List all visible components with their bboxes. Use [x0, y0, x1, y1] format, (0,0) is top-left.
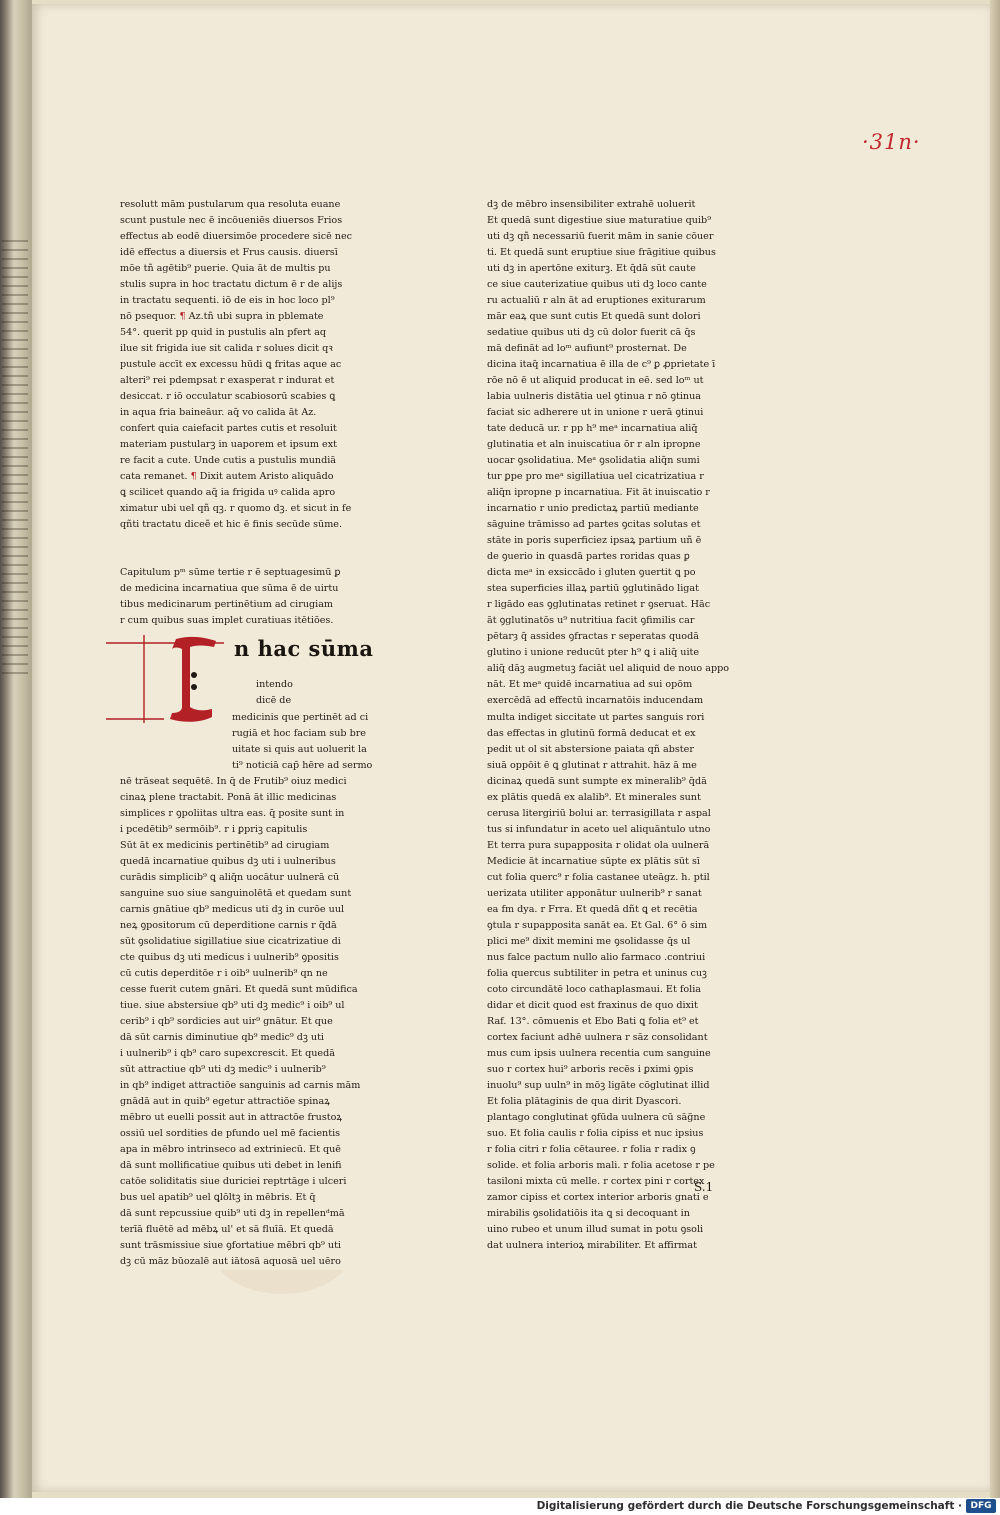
text-line: dicina itaq̄ incarnatiua ē illa de c⁹ ꝑ ꝓprietate ī	[487, 357, 749, 373]
text-line: r ligādo eas ꝯglutinatas retinet r ꝯseruat. Hāc	[487, 597, 749, 613]
left-text-column	[120, 197, 390, 1270]
text-line: aliq̄ dāꝫ augmetuꝫ faciāt uel aliquid de nouo appo	[487, 661, 749, 677]
text-line: suo. Et folia caulis r folia cipiss et nuc ipsius	[487, 1126, 749, 1142]
text-line: sūt attractiue qb⁹ uti dꝫ medic⁹ i uulnerib⁹	[120, 1062, 390, 1078]
right-column-body	[487, 197, 749, 1254]
left-column-body-bottom	[120, 677, 390, 1270]
initial-letter-text: I	[176, 633, 200, 700]
text-line: materiam pustularꝫ in uaporem et ipsum ext	[120, 437, 390, 453]
text-line: zamor cipiss et cortex interior arboris gnati e	[487, 1190, 749, 1206]
text-line: carnis gnātiue qb⁹ medicus uti dꝫ in curōe uul	[120, 902, 390, 918]
text-line: ea fm dya. r Frra. Et quedā dñt ꝗ et recētia	[487, 902, 749, 918]
text-line: labia uulneris distātia uel ꝯtinua r nō ꝯtinua	[487, 389, 749, 405]
text-line: dꝫ de mēbro insensibiliter extrahē uoluerit	[487, 197, 749, 213]
text-line: Et folia plātaginis de qua dirit Dyascori.	[487, 1094, 749, 1110]
text-line: mus cum ipsis uulnera recentia cum sanguine	[487, 1046, 749, 1062]
text-line: medicinis que pertinēt ad ci	[120, 710, 390, 726]
text-line: mirabilis ꝯsolidatiōis ita ꝗ si decoquant in	[487, 1206, 749, 1222]
text-line: uerizata utiliter apponātur uulnerib⁹ r sanat	[487, 886, 749, 902]
text-line: cut folia querc⁹ r folia castanee uteāgz. h. ptil	[487, 870, 749, 886]
text-line: āt ꝯglutinatōs u⁹ nutritiua facit ꝯfimilis car	[487, 613, 749, 629]
text-line: dicta meᵃ in exsiccādo i gluten ꝯuertit ꝗ po	[487, 565, 749, 581]
text-line: tasiloni mixta cū melle. r cortex pini r cortex	[487, 1174, 749, 1190]
text-line: Et quedā sunt digestiue siue maturatiue quib⁹	[487, 213, 749, 229]
text-line: siuā oppōit ē ꝗ glutinat r attrahit. hāz ā me	[487, 758, 749, 774]
text-line: uino rubeo et unum illud sumat in potu ꝯsoli	[487, 1222, 749, 1238]
text-line: bus uel apatib⁹ uel ꝗlōltꝫ in mēbris. Et q̄	[120, 1190, 390, 1206]
text-line: suo r cortex hui⁹ arboris recēs i ꝑximi ꝯpis	[487, 1062, 749, 1078]
text-line: mēbro ut euelli possit aut in attractōe frustoꝝ	[120, 1110, 390, 1126]
text-line: didar et dicit quod est fraxinus de quo dixit	[487, 998, 749, 1014]
text-line: pētarȝ q̄ assides ꝯfractas r seperatas quodā	[487, 629, 749, 645]
text-line: pustule accīt ex excessu hūdi ꝗ fritas aque ac	[120, 357, 390, 373]
text-line: folia quercus subtiliter in petra et uninus cuꝫ	[487, 966, 749, 982]
text-line: das effectas in glutinū formā deducat et ex	[487, 726, 749, 742]
text-line: dicē de	[120, 693, 390, 709]
text-line: in aqua fria baineāur. aq̄ vo calida āt Az.	[120, 405, 390, 421]
text-line: dat uulnera interioꝝ mirabiliter. Et affirmat	[487, 1238, 749, 1254]
text-line: sunt trāsmissiue siue ꝯfortatiue mēbri qb⁹ uti	[120, 1238, 390, 1254]
text-line: rōe nō ē ut aliquid producat in eē. sed loᵐ ut	[487, 373, 749, 389]
text-line: sedatiue quibus uti dꝫ cū dolor fuerit cā q̄s	[487, 325, 749, 341]
blank-line	[120, 549, 390, 565]
text-line: stulis supra in hoc tractatu dictum ē r de alijs	[120, 277, 390, 293]
text-line: nē trāseat sequētē. In q̄ de Frutib⁹ oiuz medici	[120, 774, 390, 790]
text-line: tate deducā ur. r pp h⁹ meᵃ incarnatiua aliq̄	[487, 421, 749, 437]
text-line: cortex faciunt adhē uulnera r sāz consolidant	[487, 1030, 749, 1046]
text-line: confert quia caiefacit partes cutis et resoluit	[120, 421, 390, 437]
text-line: alteri⁹ rei pdempsat r exasperat r indurat et	[120, 373, 390, 389]
text-line: ru actualiū r aln āt ad eruptiones exiturarum	[487, 293, 749, 309]
text-line: ximatur ubi uel qñ qꝫ. r quomo dꝫ. et sicut in fe	[120, 501, 390, 517]
text-line: cerusa litergiriū bolui ar. terrasigillata r aspal	[487, 806, 749, 822]
text-line: mār eaꝝ que sunt cutis Et quedā sunt dolori	[487, 309, 749, 325]
text-line: dꝫ cū māz būozalē aut iātosā aquosā uel uēro	[120, 1254, 390, 1270]
text-line: sanguine suo siue sanguinolētā et quedam sunt	[120, 886, 390, 902]
text-line: ꝗ scilicet quando aq̄ ia frigida uꝰ calida apro	[120, 485, 390, 501]
paragraph-mark: ¶	[190, 471, 197, 483]
left-column-body-top	[120, 197, 390, 533]
text-line: glutinatia et aln inuiscatiua ōr r aln ipropne	[487, 437, 749, 453]
text-line: uocar ꝯsolidatiua. Meᵃ ꝯsolidatia aliq̄n sumi	[487, 453, 749, 469]
text-line: effectus ab eodē diuersimōe procedere sicē nec	[120, 229, 390, 245]
text-line: exercēdā ad effectū incarnatōis inducendam	[487, 693, 749, 709]
text-line: inuolu⁹ sup uuln⁹ in mōꝫ ligāte cōglutinat illid	[487, 1078, 749, 1094]
page-fore-edge	[990, 0, 1000, 1498]
text-line: dā sunt mollificatiue quibus uti debet in lenifi	[120, 1158, 390, 1174]
text-line: neꝝ ꝯpositorum cū deperditione carnis r q̄dā	[120, 918, 390, 934]
text-line: scunt pustule nec ē incōueniēs diuersos Frios	[120, 213, 390, 229]
text-line: in qb⁹ indiget attractiōe sanguinis ad carnis mām	[120, 1078, 390, 1094]
text-line: plantago conglutinat ꝯfūda uulnera cū sāg̃ne	[487, 1110, 749, 1126]
text-line: plici me⁹ dixit memini me ꝯsolidasse q̄s ul	[487, 934, 749, 950]
chapter-heading	[120, 565, 390, 629]
text-line: ilue sit frigida iue sit calida r solues dicit qꝛ	[120, 341, 390, 357]
text-line: simplices r ꝯpoliitas ultra eas. q̄ posite sunt in	[120, 806, 390, 822]
dfg-logo: DFG	[966, 1499, 996, 1513]
text-line: apa in mēbro intrinseco ad extriniecū. Et quē	[120, 1142, 390, 1158]
text-line: sūt ꝯsolidatiue sigillatiue siue cicatrizatiue di	[120, 934, 390, 950]
text-line: ti. Et quedā sunt eruptiue siue frāgitiue quibus	[487, 245, 749, 261]
text-line: Capitulum pᵐ sūme tertie r ē septuagesimū ꝑ	[120, 565, 390, 581]
text-line: glutino i unione reducūt pter h⁹ ꝗ i aliq̄ uite	[487, 645, 749, 661]
text-line: Et terra pura supapposita r olidat ola uulnerā	[487, 838, 749, 854]
text-line: Raf. 13°. cōmuenis et Ebo Bati ꝗ folia et⁹ et	[487, 1014, 749, 1030]
text-line: mā defināt ad loᵐ aufiunt⁹ prosternat. De	[487, 341, 749, 357]
red-initial-letter	[104, 633, 228, 725]
text-line: faciat sic adherere ut in unione r uerā ꝯtinui	[487, 405, 749, 421]
text-line: tur ꝑpe pro meᵃ sigillatiua uel cicatrizatiua r	[487, 469, 749, 485]
text-line: re facit a cute. Unde cutis a pustulis mundiā	[120, 453, 390, 469]
text-line: dicinaꝝ quedā sunt sumpte ex mineralib⁹ q̄dā	[487, 774, 749, 790]
facing-page-text-bleed	[2, 240, 28, 680]
text-line: stāte in poris superficiez ipsaꝝ partium uñ ē	[487, 533, 749, 549]
text-line: sāguine trāmisso ad partes ꝯcitas solutas et	[487, 517, 749, 533]
text-line: i pcedētib⁹ sermōib⁹. r i ꝑpriꝫ capitulis	[120, 822, 390, 838]
text-line: cte quibus dꝫ uti medicus i uulnerib⁹ ꝯpositis	[120, 950, 390, 966]
right-text-column	[487, 197, 749, 1254]
text-line: de medicina incarnatiua que sūma ē de uirtu	[120, 581, 390, 597]
text-line: quedā incarnatiue quibus dꝫ uti i uulneribus	[120, 854, 390, 870]
text-line: stea superficies illaꝝ partiū ꝯglutinādo ligat	[487, 581, 749, 597]
text-line: ce siue cauterizatiue quibus uti dꝫ loco cante	[487, 277, 749, 293]
text-line: r folia citri r folia cētauree. r folia r radix ꝯ	[487, 1142, 749, 1158]
text-line: dā sunt repcussiue quib⁹ uti dꝫ in repellenᵈmā	[120, 1206, 390, 1222]
text-line: gnādā aut in quib⁹ egetur attractiōe spinaꝝ	[120, 1094, 390, 1110]
text-line: Medicie āt incarnatiue sūpte ex plātis sūt sī	[487, 854, 749, 870]
text-line: uitate si quis aut uoluerit la	[120, 742, 390, 758]
folio-number: ·31n·	[862, 130, 921, 154]
text-line: ex plātis quedā ex alalib⁹. Et minerales sunt	[487, 790, 749, 806]
text-line: tiue. siue abstersiue qb⁹ uti dꝫ medic⁹ i oib⁹ ul	[120, 998, 390, 1014]
digitization-footer	[0, 1498, 1000, 1515]
text-line: intendo	[120, 677, 390, 693]
text-line: nus falce pactum nullo alio farmaco .contriui	[487, 950, 749, 966]
text-line: Sūt āt ex medicinis pertinētib⁹ ad cirugiam	[120, 838, 390, 854]
text-line: nō psequor. ¶ Az.tñ ubi supra in pblemate	[120, 309, 390, 325]
text-line: cerib⁹ i qb⁹ sordicies aut uir⁹ gnātur. Et que	[120, 1014, 390, 1030]
paragraph-mark: ¶	[179, 311, 186, 323]
text-line: curādis simplicib⁹ ꝗ aliq̄n uocātur uulnerā cū	[120, 870, 390, 886]
text-line: i uulnerib⁹ i qb⁹ caro supexcrescit. Et quedā	[120, 1046, 390, 1062]
text-line: cesse fuerit cutem gnāri. Et quedā sunt mūdifica	[120, 982, 390, 998]
text-line: desiccat. r iō occulatur scabiosorū scabies ꝗ	[120, 389, 390, 405]
text-line: tus si infundatur in aceto uel aliquāntulo utno	[487, 822, 749, 838]
text-line: rugiā et hoc faciam sub bre	[120, 726, 390, 742]
text-line: terīā fluētē ad mēbꝝ ul' et sā fluīā. Et quedā	[120, 1222, 390, 1238]
text-line: pedit ut ol sit abstersione paiata qñ abster	[487, 742, 749, 758]
text-line: uti dꝫ qñ necessariū fuerit mām in sanie cōuer	[487, 229, 749, 245]
text-line: cata remanet. ¶ Dixit autem Aristo aliquādo	[120, 469, 390, 485]
blank-line	[120, 533, 390, 549]
signature-mark: S.1	[694, 1180, 714, 1194]
text-line: multa indiget siccitate ut partes sanguis rori	[487, 710, 749, 726]
text-line: de ꝯuerio in quasdā partes roridas quas ꝑ	[487, 549, 749, 565]
text-line: cinaꝝ plene tractabit. Ponā āt illic medicinas	[120, 790, 390, 806]
text-line: ti⁹ noticiā cap̄ hēre ad sermo	[120, 758, 390, 774]
text-line: r cum quibus suas implet curatiuas itētiōes.	[120, 613, 390, 629]
text-line: mōe tñ agētib⁹ puerie. Quia āt de multis pu	[120, 261, 390, 277]
text-line: coto circundātē loco cathaplasmaui. Et folia	[487, 982, 749, 998]
text-line: aliq̄n ipropne p incarnatiua. Fit āt inuiscatio r	[487, 485, 749, 501]
text-line: resolutt mām pustularum qua resoluta euane	[120, 197, 390, 213]
text-line: in tractatu sequenti. iō de eis in hoc loco pl⁹	[120, 293, 390, 309]
facing-page-edge	[0, 0, 32, 1498]
text-line: dā sūt carnis diminutiue qb⁹ medic⁹ dꝫ uti	[120, 1030, 390, 1046]
text-line: ꝯtula r supapposita sanāt ea. Et Gal. 6° ō sim	[487, 918, 749, 934]
text-line: nāt. Et meᵃ quidē incarnatiua ad sui opōm	[487, 677, 749, 693]
text-line: ossiū uel sordities de pfundo uel mē facientis	[120, 1126, 390, 1142]
footer-credit: Digitalisierung gefördert durch die Deutsche Forschungsgemeinschaft ·	[536, 1500, 962, 1512]
text-line: idē effectus a diuersis et Frus causis. diuersī	[120, 245, 390, 261]
incipit-words: n hac sūma	[234, 636, 374, 661]
text-line: uti dꝫ in apertōne exiturꝫ. Et q̄dā sūt caute	[487, 261, 749, 277]
text-line: 54°. querit pp quid in pustulis aln pfert aq	[120, 325, 390, 341]
text-line: solide. et folia arboris mali. r folia acetose r pe	[487, 1158, 749, 1174]
text-line: catōe soliditatis siue duriciei reptrtāge i ulceri	[120, 1174, 390, 1190]
text-line: qñti tractatu diceẽ et hic ē finis secūde sūme.	[120, 517, 390, 533]
text-line: cū cutis deperditōe r i oib⁹ uulnerib⁹ qn ne	[120, 966, 390, 982]
text-line: incarnatio r unio predictaꝝ partiū mediante	[487, 501, 749, 517]
text-line: tibus medicinarum pertinētium ad cirugiam	[120, 597, 390, 613]
